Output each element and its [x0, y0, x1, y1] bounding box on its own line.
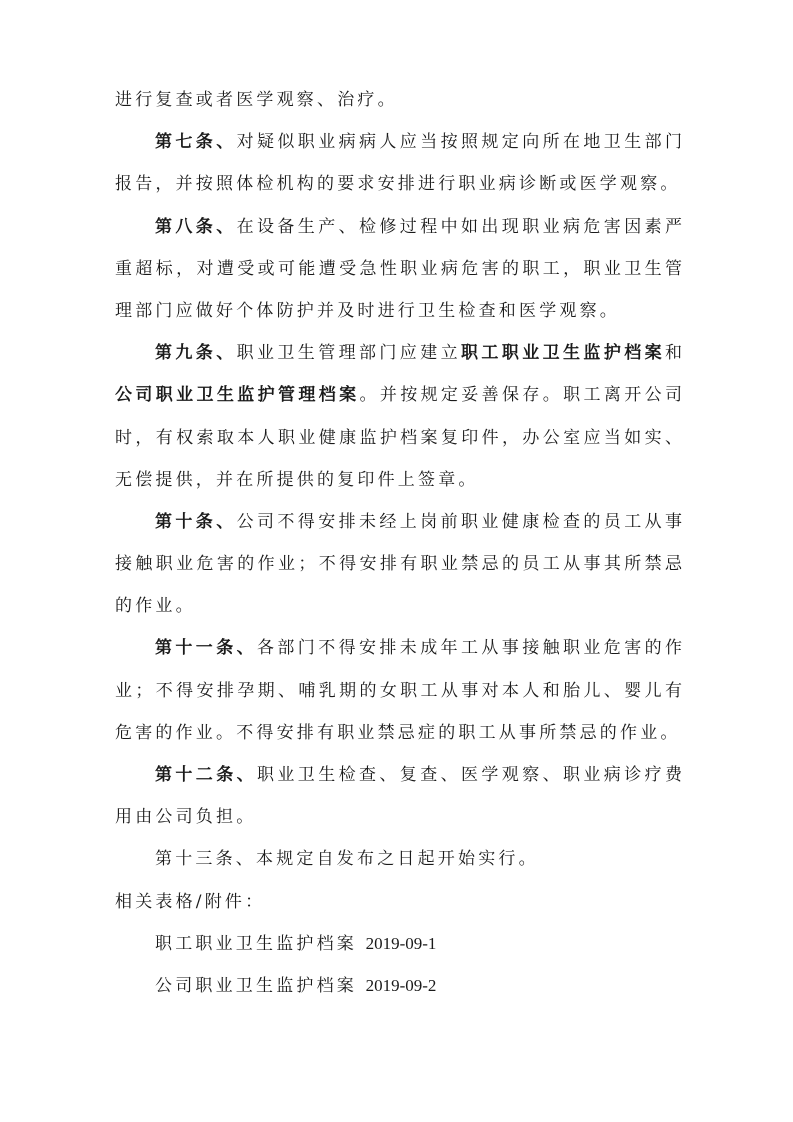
- paragraph-article-12: [115, 754, 682, 838]
- text-run: 对疑似职业病病人应当按照规定向所在地卫生部门: [236, 132, 683, 153]
- text-line: [115, 163, 682, 205]
- text-line: [115, 754, 682, 796]
- bold-text: 第九条、: [155, 343, 237, 364]
- text-run: 在设备生产、检修过程中如出现职业病危害因素严: [236, 216, 683, 237]
- text-line: [115, 712, 682, 754]
- text-run: 职业卫生管理部门应建立: [236, 343, 462, 364]
- text-line: [115, 459, 682, 501]
- text-run: 业；不得安排孕期、哺乳期的女职工从事对本人和胎儿、婴儿有: [115, 680, 682, 701]
- text-run: 公司不得安排未经上岗前职业健康检查的员工从事: [236, 511, 683, 532]
- bold-text: 职工职业卫生监护档案: [461, 343, 666, 364]
- bold-text: 第十一条、: [155, 638, 257, 659]
- text-run: 。并按规定妥善保存。职工离开公司: [359, 385, 683, 406]
- paragraph-attachment-1: [115, 923, 682, 965]
- paragraph-attachment-2: [115, 965, 682, 1007]
- text-line: [115, 290, 682, 332]
- text-line: [115, 206, 682, 248]
- text-run: 的作业。: [115, 596, 196, 617]
- bold-text: 公司职业卫生监护管理档案: [115, 385, 360, 406]
- text-line: [115, 121, 682, 163]
- text-line: [115, 79, 682, 121]
- text-run: 公司职业卫生监护档案: [155, 975, 366, 996]
- paragraph-article-10: [115, 501, 682, 628]
- text-line: [115, 501, 682, 543]
- text-line: [115, 332, 682, 374]
- text-line: [115, 796, 682, 838]
- text-line: [115, 670, 682, 712]
- text-line: [115, 838, 682, 880]
- text-line: [115, 248, 682, 290]
- document-page: [115, 79, 682, 1007]
- text-line: [115, 374, 682, 416]
- paragraph-article-8: [115, 206, 682, 333]
- text-run: 无偿提供，并在所提供的复印件上签章。: [115, 469, 479, 490]
- text-line: [115, 585, 682, 627]
- text-run: 和: [665, 343, 683, 364]
- text-run: 职工职业卫生监护档案: [155, 933, 366, 954]
- text-run: 2019-09-2: [365, 975, 437, 995]
- text-run: 相关表格/附件：: [115, 891, 266, 912]
- text-run: 职业卫生检查、复查、医学观察、职业病诊疗费: [257, 765, 682, 785]
- bold-text: 第十条、: [155, 511, 237, 532]
- bold-text: 第七条、: [155, 132, 237, 153]
- text-run: 接触职业危害的作业；不得安排有职业禁忌的员工从事其所禁忌: [115, 554, 682, 575]
- text-run: 报告，并按照体检机构的要求安排进行职业病诊断或医学观察。: [115, 174, 681, 195]
- text-line: [115, 881, 682, 923]
- text-run: 时，有权索取本人职业健康监护档案复印件，办公室应当如实、: [115, 427, 682, 448]
- text-line: [115, 543, 682, 585]
- text-run: 重超标，对遭受或可能遭受急性职业病危害的职工，职业卫生管: [115, 258, 682, 279]
- text-run: 危害的作业。不得安排有职业禁忌症的职工从事所禁忌的作业。: [115, 722, 681, 743]
- paragraph-article-6-end: [115, 79, 682, 121]
- paragraph-article-13: [115, 838, 682, 880]
- text-line: [115, 627, 682, 669]
- paragraph-article-7: [115, 121, 682, 205]
- text-line: [115, 417, 682, 459]
- text-run: 理部门应做好个体防护并及时进行卫生检查和医学观察。: [115, 300, 620, 321]
- bold-text: 第十二条、: [155, 765, 257, 785]
- text-run: 进行复查或者医学观察、治疗。: [115, 90, 398, 110]
- text-run: 2019-09-1: [365, 933, 437, 953]
- paragraph-attachments-heading: [115, 881, 682, 923]
- text-line: [115, 965, 682, 1007]
- paragraph-article-9: [115, 332, 682, 501]
- text-line: [115, 923, 682, 965]
- text-run: 用由公司负担。: [115, 807, 257, 828]
- text-run: 各部门不得安排未成年工从事接触职业危害的作: [257, 638, 682, 659]
- text-run: 第十三条、本规定自发布之日起开始实行。: [155, 849, 539, 870]
- bold-text: 第八条、: [155, 216, 237, 237]
- paragraph-article-11: [115, 627, 682, 754]
